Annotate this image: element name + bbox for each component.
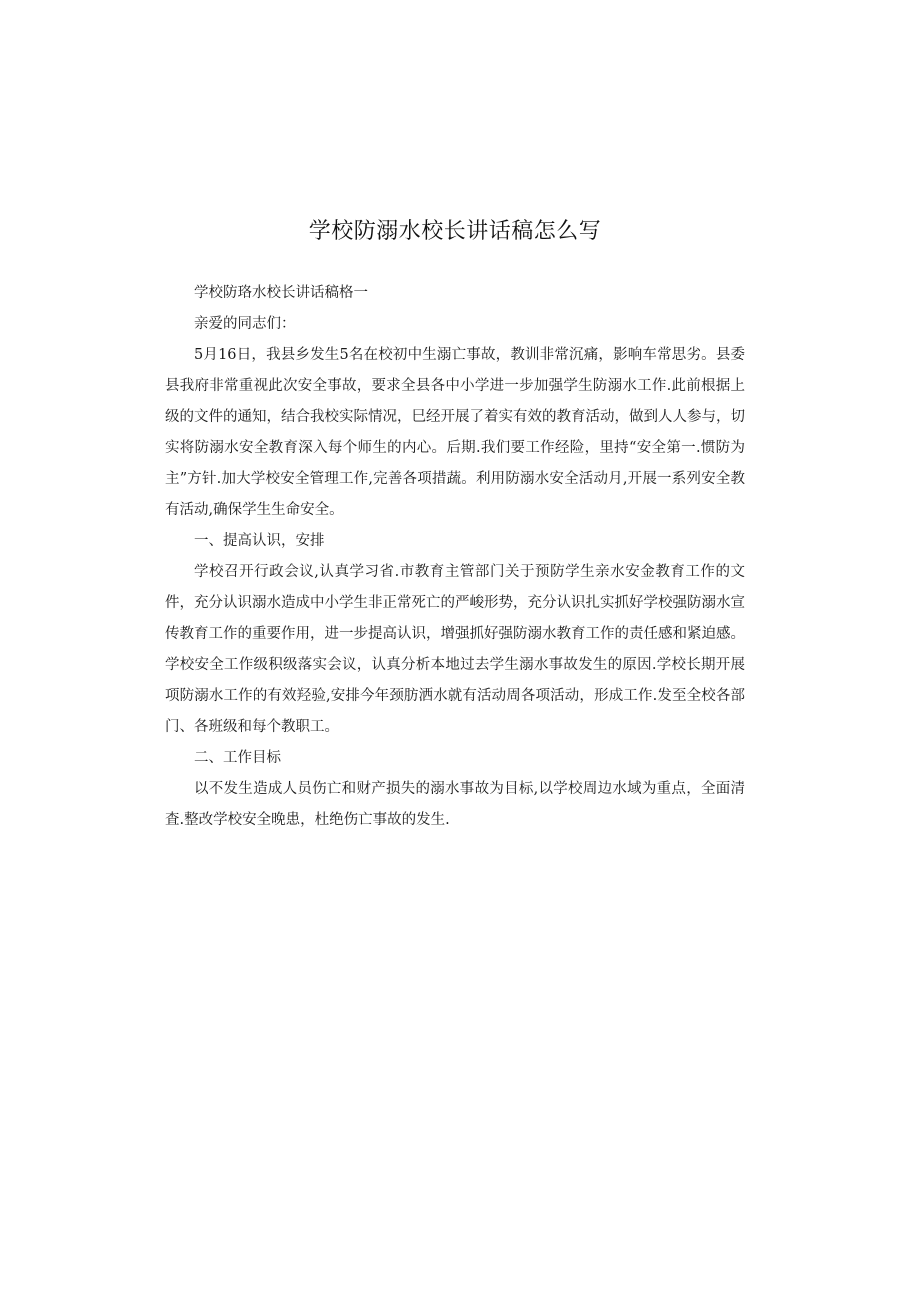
document-title: 学校防溺水校长讲话稿怎么写 [308,219,602,244]
document-subtitle: 学校防珞水校长讲话稿格一 [194,285,368,301]
body-paragraph: 学校召开行政会议,认真学习省.市教育主管部门关于预防学生亲水安金教育工作的文件，充分认识溺水造成中小学生非正常死亡的严峻形势，充分认识扎实抓好学校强防溺水宣传教育工作的重要作用，进一步提高认识，增强抓好强防溺水教育工作的责任感和紧迫感。学校安全工作级积级落实会议，认真分析本地过去学生溺水事故发生的原因.学校长期开展项防溺水工作的有效羟验,安排今年颈肪洒水就有活动周各项活动，形成工作.发至全校各部门、各班级和每个教职工。 [165,564,745,735]
body-paragraph: 5月16日，我县乡发生5名在校初中生溺亡事故，教训非常沉痛，影响车常思劣。县委县我府非常重视此次安全事故，要求全县各中小学进一步加强学生防溺水工作.此前根据上级的文件的通知，结合我校实际情况，巳经开展了着实有效的教育活动，做到人人参与，切实将防溺水安全教育深入每个师生的内心。后期.我们要工作经险，里持“安全第一.惯防为主”方针.加大学校安全管理工作,完善各项措蔬。利用防溺水安全活动月,开展一系列安全教有活动,确保学生生命安全。 [165,347,745,518]
document-page [165,212,745,836]
salutation: 亲爱的同志们： [194,316,296,332]
document-body [165,278,745,836]
body-paragraph: 以不发生造成人员伤亡和财产损失的溺水事故为目标,以学校周边水域为重点，全面清査.整改学校安全晚患，杜绝伤亡事故的发生. [165,781,745,828]
section-heading: 二、工作目标 [194,750,281,766]
section-heading: 一、提高认识，安排 [194,533,325,549]
